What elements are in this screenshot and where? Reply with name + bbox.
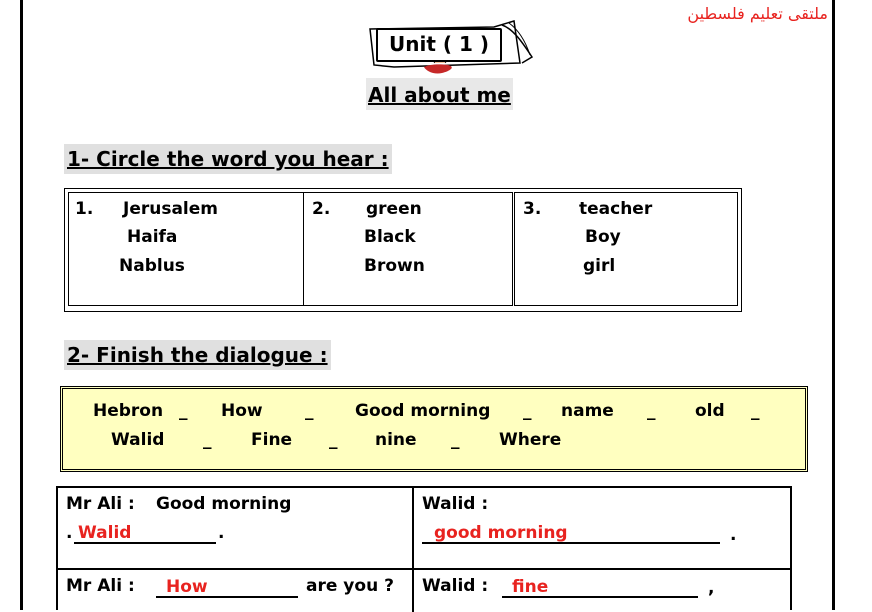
bank-separator: _: [179, 401, 188, 421]
section1-heading: 1- Circle the word you hear :: [64, 144, 392, 174]
word-option[interactable]: teacher: [579, 199, 653, 219]
word-option[interactable]: Nablus: [119, 256, 185, 276]
group-number: 2.: [312, 199, 331, 219]
bank-word: Where: [499, 430, 562, 450]
bank-word: nine: [375, 430, 417, 450]
word-option[interactable]: Boy: [585, 227, 621, 247]
answer-text[interactable]: Walid: [78, 523, 132, 543]
speaker-label: Walid :: [422, 576, 489, 596]
bank-separator: _: [329, 430, 338, 450]
bank-separator: _: [451, 430, 460, 450]
unit-title: Unit ( 1 ): [376, 28, 502, 62]
answer-text[interactable]: How: [166, 577, 208, 597]
bank-separator: _: [751, 401, 760, 421]
word-group-3: [514, 192, 738, 306]
word-option[interactable]: Black: [364, 227, 416, 247]
word-option[interactable]: green: [366, 199, 422, 219]
speaker-label: Walid :: [422, 494, 489, 514]
bank-separator: _: [523, 401, 532, 421]
answer-text[interactable]: fine: [512, 577, 549, 597]
word-group-1: [68, 192, 304, 306]
page-border-right: [832, 0, 835, 610]
group-number: 3.: [523, 199, 542, 219]
dialogue-comma: ,: [708, 578, 715, 598]
bank-word: Fine: [251, 430, 293, 450]
bank-word: Good morning: [355, 401, 491, 421]
word-option[interactable]: Brown: [364, 256, 425, 276]
dialogue-text: Good morning: [156, 494, 292, 514]
word-group-2: [303, 192, 513, 306]
dialogue-period: .: [66, 523, 73, 543]
section2-heading: 2- Finish the dialogue :: [64, 340, 331, 370]
site-name: ملتقى تعليم فلسطين: [687, 4, 828, 23]
word-option[interactable]: girl: [583, 256, 616, 276]
answer-text[interactable]: good morning: [434, 523, 568, 543]
group-number: 1.: [75, 199, 94, 219]
bank-word: old: [695, 401, 725, 421]
dialogue-table: [56, 486, 792, 610]
bank-word: How: [221, 401, 263, 421]
bank-separator: _: [203, 430, 212, 450]
word-option[interactable]: Haifa: [127, 227, 178, 247]
word-bank: [60, 386, 808, 472]
dialogue-period: .: [730, 525, 737, 545]
bank-separator: _: [305, 401, 314, 421]
bank-word: Walid: [111, 430, 165, 450]
speaker-label: Mr Ali :: [66, 494, 135, 514]
dialogue-period: .: [218, 523, 225, 543]
dialogue-text: are you ?: [306, 576, 394, 596]
dialogue-column-divider: [412, 488, 414, 612]
dialogue-row-divider: [58, 568, 792, 570]
bank-word: name: [561, 401, 614, 421]
circle-words-table: [64, 188, 742, 312]
word-option[interactable]: Jerusalem: [123, 199, 219, 219]
bank-word: Hebron: [93, 401, 164, 421]
speaker-label: Mr Ali :: [66, 576, 135, 596]
page-subtitle: All about me: [366, 78, 513, 110]
bank-separator: _: [647, 401, 656, 421]
page-border-left: [20, 0, 23, 610]
